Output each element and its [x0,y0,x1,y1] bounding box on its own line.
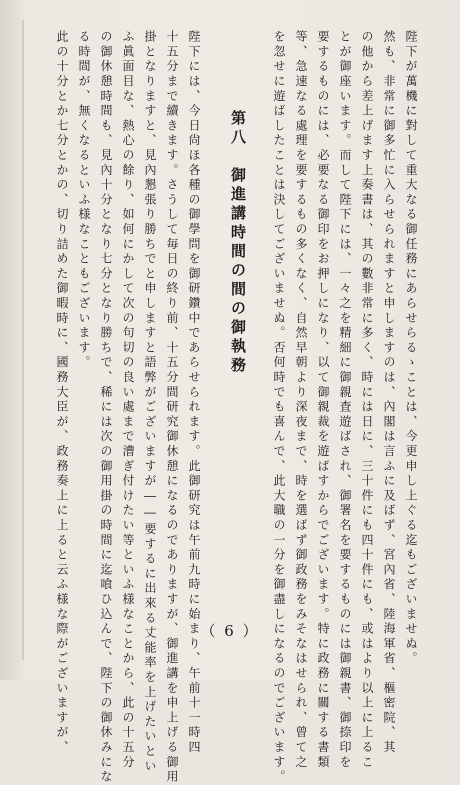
text-column: の御休憩時間も、見內十分となり七分となり勝ちで、稀には次の御用掛の時間に迄喰ひ込んで、陛下の御休みにな [99,30,113,785]
page-edge-shadow [22,20,24,660]
section-heading: 第八 御進講時間の間の御執務 [229,110,247,376]
text-column: 等、急速なる處理を要するもの多くなく、自然早朝より深夜まで、時を選ばず御政務をみそなはせられ、曾て之 [294,30,308,770]
text-column: 陛下には、今日尙ほ各種の御學問を御研鑽中であらせられます。此御研究は午前九時に始まり、午前十一時四 [187,30,201,756]
text-column: とが御座います。而して陛下には、一々之を精細に御親査遊ばされ、御署名を要するものには御親書、御捺印を [338,30,352,770]
text-column: 要するものには、必要なる御印をお押しになり、以て御親裁を遊ばすからでございます。特に政務に關する書類 [316,30,330,770]
page-number: （ 6 ） [200,622,260,640]
text-column: 十五分まで續きます。さうして毎日の終り前、十五分間研究御休憩になるのでありますが、御進講を申上げる御用 [165,30,179,785]
text-column: 掛となりますと、見內懇張り勝ちでと申しますと語弊がございますが――要するに出來る丈能率を上げたいとい [143,30,157,774]
text-column: を忽せに遊ばしたことは決してございませぬ。否何時でも喜んで、此大職の一分を御盡しになるのでございます。 [272,30,286,785]
text-column: 然も、非常に御多忙に入らせられますと申しますのは、內閣は言ふに及ばず、宮內省、陸海軍省、樞密院、其 [382,30,396,756]
text-column: ふ眞面目な、熱心の餘り、如何にかして次の句切の良い處まで漕ぎ付けたい等といふ様なことから、此の十五分 [121,30,135,770]
text-column: 此の十分とか七分とかの、切り詰めた御暇時に、國務大臣が、政務奏上に上ると云ふ様な際がございますが、 [55,30,69,756]
text-column: の他から差上げます上奏書は、其の數非常に多く、時には日に、三十件にも四十件にも、或はより以上に上るこ [360,30,374,770]
text-column: 陛下が萬機に對して重大なる御任務にあらせらるゝことは、今更申し上ぐる迄もございませぬ。 [404,30,418,667]
text-column: る時間が、無くなるといふ様なこともございます。 [77,30,91,371]
